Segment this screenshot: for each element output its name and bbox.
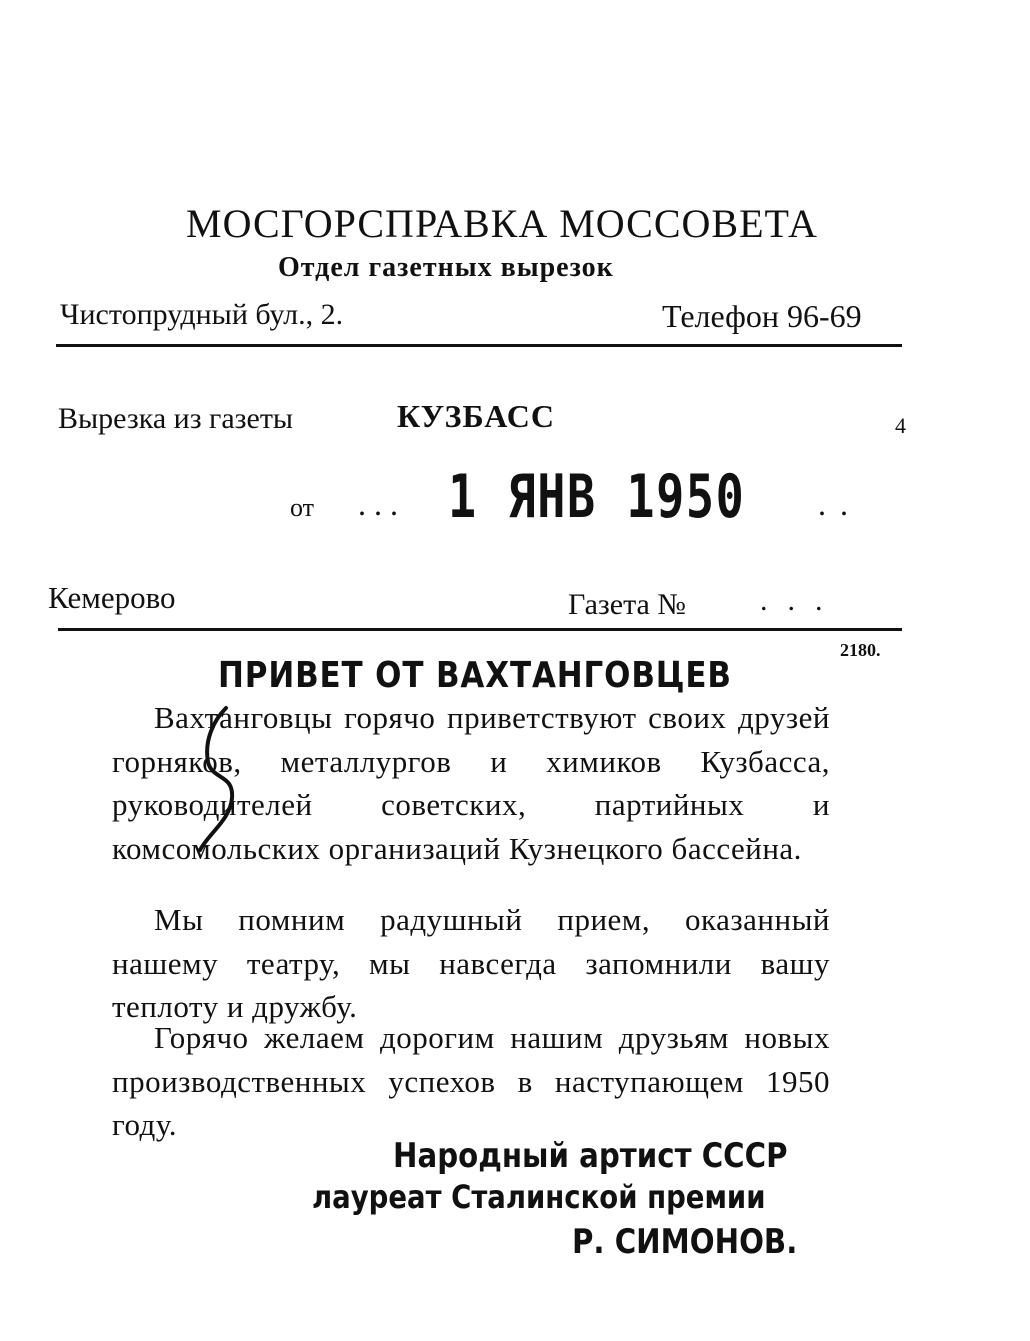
article-paragraph-1: Вахтанговцы горячо приветствуют своих друзей горняков, металлургов и химиков Кузбасса, руководителей советских, партийных и комсомольских организаций Кузнецкого бассейна. [112, 700, 830, 866]
gazeta-number-dots: ... [760, 584, 843, 617]
clipping-label: Вырезка из газеты [58, 402, 294, 435]
phone-number: Телефон 96-69 [662, 298, 862, 334]
article-paragraph-3: Горячо желаем дорогим нашим друзьям новых производственных успехов в наступающем 1950 году. [112, 1020, 830, 1142]
article-headline: ПРИВЕТ ОТ ВАХТАНГОВЦЕВ [218, 655, 732, 696]
signature-title: Народный артист СССР [393, 1136, 788, 1176]
address: Чистопрудный бул., 2. [60, 298, 344, 331]
signature-name: Р. СИМОНОВ. [572, 1222, 798, 1262]
handwritten-pen-mark [186, 700, 256, 860]
date-dots-after: .. [818, 486, 862, 522]
newspaper-name: КУЗБАСС [397, 398, 555, 434]
date-dots-before: ... [358, 486, 406, 522]
date-stamp: 1 ЯНВ 1950 [448, 462, 746, 532]
date-prefix: от [290, 493, 315, 522]
corner-mark: 4 [895, 413, 906, 438]
article-paragraph-2: Мы помним радушный прием, оказанный нашему театру, мы навсегда запомнили вашу теплоту и дружбу. [112, 902, 830, 1024]
issue-number: 2180. [840, 640, 881, 660]
gazeta-number-label: Газета № [568, 588, 686, 621]
header-divider [56, 344, 902, 347]
organization-title: МОСГОРСПРАВКА МОССОВЕТА [186, 201, 818, 246]
clipping-divider [58, 628, 902, 631]
city: Кемерово [48, 580, 176, 615]
department-title: Отдел газетных вырезок [278, 252, 614, 283]
signature-award: лауреат Сталинской премии [312, 1178, 766, 1216]
